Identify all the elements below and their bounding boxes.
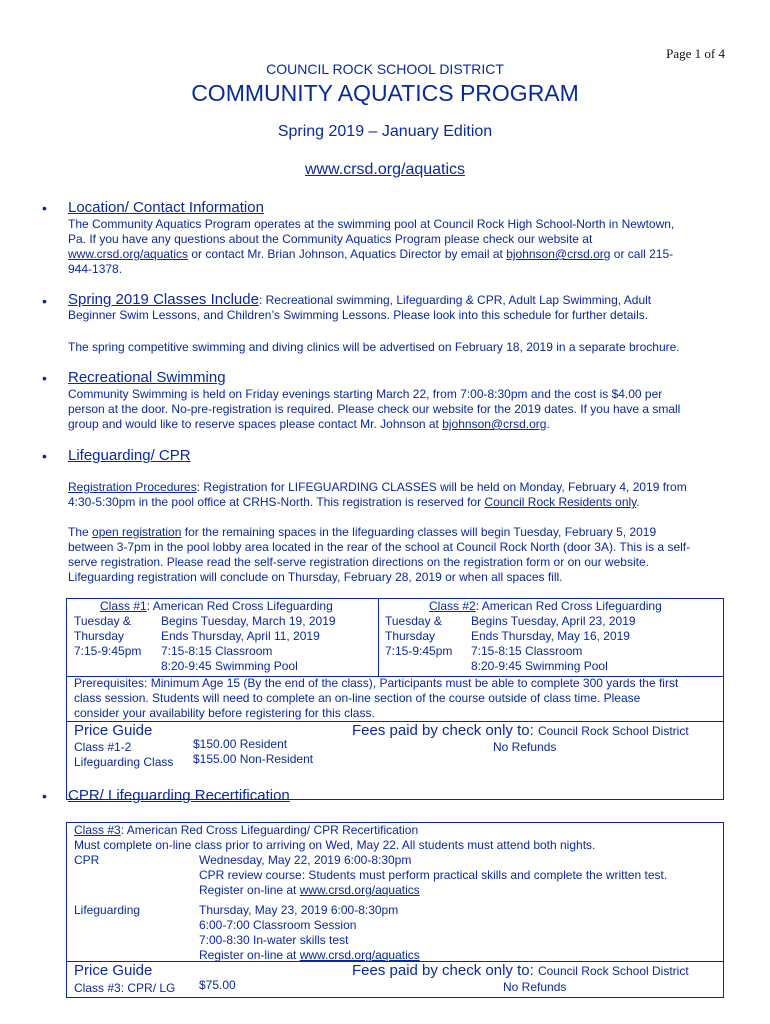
price-class-label: Class #1-2 Lifeguarding Class (74, 740, 174, 769)
location-heading: Location/ Contact Information (68, 199, 264, 216)
email-link[interactable]: bjohnson@crsd.org (506, 247, 611, 261)
class2-schedule: Begins Tuesday, April 23, 2019 Ends Thursday, May 16, 2019 7:15-8:15 Classroom 8:20-9:45 Swimming Pool (471, 614, 636, 673)
cpr-register-link[interactable]: www.crsd.org/aquatics (299, 883, 420, 897)
fees-note-2: Fees paid by check only to: Council Rock School District (352, 962, 689, 979)
cpr-details: Wednesday, May 22, 2019 6:00-8:30pm CPR review course: Students must perform practical skills and complete the written test. Register on-line at www.crsd.org/aquatics (199, 853, 668, 897)
cpr-heading: CPR/ Lifeguarding Recertification (68, 787, 290, 804)
spring-clinics-note: The spring competitive swimming and diving clinics will be advertised on February 18, 2019 in a separate brochure. (68, 340, 680, 354)
location-text: The Community Aquatics Program operates at the swimming pool at Council Rock High School-North in Newtown, Pa. If you have any questions about the Community Aquatics Program please check our website at www.crsd.org/aquatics or contact Mr. Brian Johnson, Aquatics Director by email at bjohnson@crsd.org or call 215- 944-1378. (68, 217, 675, 276)
edition-subtitle: Spring 2019 – January Edition (277, 123, 493, 140)
no-refunds-2: No Refunds (503, 980, 567, 994)
price-guide-heading-2: Price Guide (74, 962, 153, 979)
price-class-label-2: Class #3: CPR/ LG (74, 981, 176, 995)
cpr-label: CPR (74, 853, 100, 867)
email-link[interactable]: bjohnson@crsd.org (442, 417, 547, 431)
class2-days: Tuesday & Thursday 7:15-9:45pm (385, 614, 453, 658)
bullet-spring: • (42, 293, 47, 309)
class1-title: Class #1: American Red Cross Lifeguarding (100, 599, 333, 613)
bullet-lifeguarding: • (42, 448, 47, 464)
program-website-link[interactable]: www.crsd.org/aquatics (304, 161, 466, 178)
recreational-heading: Recreational Swimming (68, 369, 226, 386)
prerequisites: Prerequisites: Minimum Age 15 (By the end of the class), Participants must be able to complete 300 yards the first class session. Students will need to complete an on-line section of the course outside of class time. Please consider your availability before registering for this class. (74, 676, 679, 720)
price-amount-2: $75.00 (199, 978, 236, 992)
registration-procedures: Registration Procedures: Registration for LIFEGUARDING CLASSES will be held on Monday, February 4, 2019 from 4:30-5:30pm in the pool office at CRHS-North. This registration is reserved for Council Rock Residents only. (68, 480, 687, 509)
bullet-location: • (42, 200, 47, 216)
district-name: COUNCIL ROCK SCHOOL DISTRICT (266, 61, 504, 77)
spring-heading: Spring 2019 Classes Include (68, 291, 259, 308)
website-link[interactable]: www.crsd.org/aquatics (68, 247, 189, 261)
class3-title: Class #3: American Red Cross Lifeguarding/ CPR Recertification (74, 823, 419, 837)
class-divider (378, 598, 379, 676)
page-number: Page 1 of 4 (666, 46, 725, 61)
spring-section: Spring 2019 Classes Include: Recreational swimming, Lifeguarding & CPR, Adult Lap Swimming, Adult Beginner Swim Lessons, and Children’s Swimming Lessons. Please look into this schedule for further details. (68, 291, 652, 322)
price-amounts: $150.00 Resident $155.00 Non-Resident (193, 737, 314, 766)
lifeguarding-heading: Lifeguarding/ CPR (68, 447, 191, 464)
page-title: COMMUNITY AQUATICS PROGRAM (191, 80, 579, 106)
price-guide-heading: Price Guide (74, 722, 153, 739)
class1-schedule: Begins Tuesday, March 19, 2019 Ends Thursday, April 11, 2019 7:15-8:15 Classroom 8:20-9:45 Swimming Pool (161, 614, 336, 673)
bullet-recreational: • (42, 370, 47, 386)
class1-days: Tuesday & Thursday 7:15-9:45pm (74, 614, 142, 658)
recreational-text: Community Swimming is held on Friday evenings starting March 22, from 7:00-8:30pm and the cost is $4.00 per person at the door. No-pre-registration is required. Please check our website for the 2019 dates. If you have a small group and would like to reserve spaces please contact Mr. Johnson at bjohnson@crsd.org. (68, 387, 681, 431)
lifeguarding-register-link[interactable]: www.crsd.org/aquatics (299, 948, 420, 962)
class3-requirement: Must complete on-line class prior to arriving on Wed, May 22. All students must attend both nights. (74, 838, 596, 852)
class2-title: Class #2: American Red Cross Lifeguarding (429, 599, 662, 613)
fees-note: Fees paid by check only to: Council Rock School District (352, 722, 689, 739)
no-refunds: No Refunds (493, 740, 557, 754)
lifeguarding-details: Thursday, May 23, 2019 6:00-8:30pm 6:00-7:00 Classroom Session 7:00-8:30 In-water skills test Register on-line at www.crsd.org/aquatics (199, 903, 420, 962)
bullet-cpr: • (42, 788, 47, 804)
lifeguarding-label: Lifeguarding (74, 903, 141, 917)
open-registration: The open registration for the remaining spaces in the lifeguarding classes will begin Tuesday, February 5, 2019 between 3-7pm in the pool lobby area located in the rear of the school at Council Rock North (door 3A). This is a self- serve registration. Please read the self-serve registration directions on the registration form or on our website. Lifeguarding registration will conclude on Thursday, February 28, 2019 or when all spaces fill. (68, 525, 691, 584)
